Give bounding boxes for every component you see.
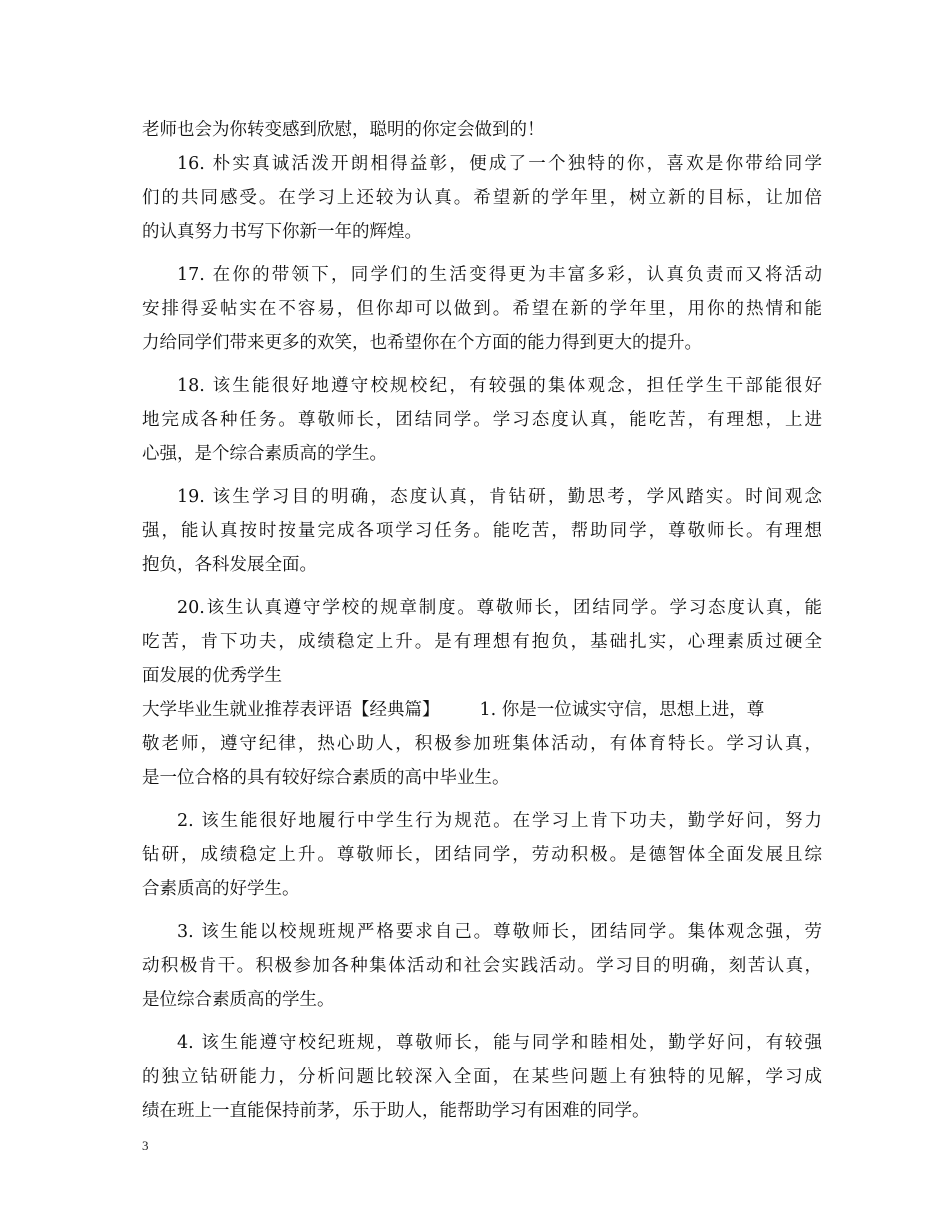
text-line: 的认真努力书写下你新一年的辉煌。: [142, 222, 422, 242]
section-heading: 大学毕业生就业推荐表评语【经典篇】: [142, 700, 440, 720]
text-line: 的独立钻研能力，分析问题比较深入全面，在某些问题上有独特的见解，学习成: [142, 1067, 822, 1087]
text-line: 钻研，成绩稳定上升。尊敬师长，团结同学，劳动积极。是德智体全面发展且综: [142, 845, 822, 865]
text-line: 抱负，各科发展全面。: [142, 555, 317, 575]
text-line: 强，能认真按时按量完成各项学习任务。能吃苦，帮助同学，尊敬师长。有理想: [142, 521, 822, 541]
text-line: 老师也会为你转变感到欣慰，聪明的你定会做到的！: [142, 120, 545, 140]
list-item-20: 20.该生认真遵守学校的规章制度。尊敬师长，团结同学。学习态度认真，能: [177, 598, 822, 618]
text-line: 心强，是个综合素质高的学生。: [142, 444, 387, 464]
text-line: 吃苦，肯下功夫，成绩稳定上升。是有理想有抱负，基础扎实，心理素质过硬全: [142, 632, 822, 652]
list-item-1: 1. 你是一位诚实守信，思想上进，尊: [479, 700, 765, 720]
text-line: 安排得妥帖实在不容易，但你却可以做到。希望在新的学年里，用你的热情和能: [142, 299, 822, 319]
text-line: 是位综合素质高的学生。: [142, 990, 335, 1010]
list-item-17: 17. 在你的带领下，同学们的生活变得更为丰富多彩，认真负责而又将活动: [177, 265, 822, 285]
list-item-19: 19. 该生学习目的明确，态度认真，肯钻研，勤思考，学风踏实。时间观念: [177, 487, 822, 507]
list-item-3: 3. 该生能以校规班规严格要求自己。尊敬师长，团结同学。集体观念强，劳: [177, 922, 822, 942]
text-line: 绩在班上一直能保持前茅，乐于助人，能帮助学习有困难的同学。: [142, 1101, 650, 1121]
list-item-16: 16. 朴实真诚活泼开朗相得益彰，便成了一个独特的你，喜欢是你带给同学: [177, 154, 822, 174]
text-line: 面发展的优秀学生: [142, 666, 282, 686]
text-line: 力给同学们带来更多的欢笑，也希望你在个方面的能力得到更大的提升。: [142, 333, 702, 353]
list-item-18: 18. 该生能很好地遵守校规校纪，有较强的集体观念，担任学生干部能很好: [177, 376, 822, 396]
list-item-2: 2. 该生能很好地履行中学生行为规范。在学习上肯下功夫，勤学好问，努力: [177, 811, 822, 831]
text-line: 动积极肯干。积极参加各种集体活动和社会实践活动。学习目的明确，刻苦认真，: [142, 956, 822, 976]
text-line: 合素质高的好学生。: [142, 879, 300, 899]
list-item-4: 4. 该生能遵守校纪班规，尊敬师长，能与同学和睦相处，勤学好问，有较强: [177, 1033, 822, 1053]
text-line: 们的共同感受。在学习上还较为认真。希望新的学年里，树立新的目标，让加倍: [142, 188, 822, 208]
text-line: 敬老师，遵守纪律，热心助人，积极参加班集体活动，有体育特长。学习认真，: [142, 734, 822, 754]
section-heading-line: [142, 693, 822, 727]
text-line: 是一位合格的具有较好综合素质的高中毕业生。: [142, 768, 510, 788]
text-line: 地完成各种任务。尊敬师长，团结同学。学习态度认真，能吃苦，有理想，上进: [142, 410, 822, 430]
page-number: 3: [142, 1138, 149, 1153]
